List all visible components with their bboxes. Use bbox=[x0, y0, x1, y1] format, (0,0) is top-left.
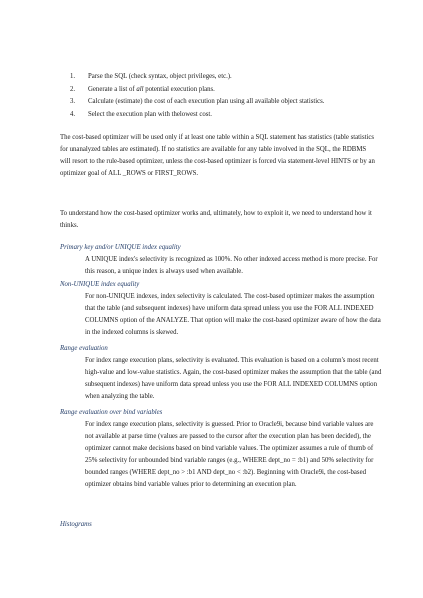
list-text: Select the execution plan with thelowest cost. bbox=[88, 110, 213, 118]
list-text: Parse the SQL (check syntax, object privileges, etc.). bbox=[88, 73, 232, 80]
list-number: 3. bbox=[70, 98, 76, 105]
list-number: 4. bbox=[70, 110, 76, 118]
list-item bbox=[70, 71, 324, 84]
list-text: Generate a list of all potential execution plans. bbox=[88, 85, 215, 93]
term-definition: For index range execution plans, selectivity is guessed. Prior to Oracle9i, because bind variable values are not available at parse time (values are passed to the cursor after the execution plan has been decided), the optimizer cannot make decisions based on bind variable values. The optimizer assumes a rule of thumb of 25% selectivity for unbounded bind variable ranges (e.g., WHERE dept_no = :b1) and 50% selectivity for bounded ranges (WHERE dept_no > :b1 AND dept_no < :b2). Beginning with Oracle9i, the cost-based optimizer obtains bind variable values prior to determining an execution plan. bbox=[85, 421, 374, 488]
term-definition: A UNIQUE index's selectivity is recognized as 100%. No other indexed access method is more precise. For this reason, a unique index is always used when available. bbox=[85, 256, 378, 275]
term-definition: For index range execution plans, selectivity is evaluated. This evaluation is based on a column's most recent high-value and low-value statistics. Again, the cost-based optimizer makes the assumption that the table (and subsequent indexes) have uniform data spread unless you use the FOR ALL INDEXED COLUMNS option when analyzing the table. bbox=[85, 357, 382, 400]
term-definition: For non-UNIQUE indexes, index selectivity is calculated. The cost-based optimizer makes the assumption that the table (and subsequent indexes) have uniform data spread unless you use the FOR ALL INDEXED COLUMNS option of the ANALYZE. That option will make the cost-based optimizer aware of how the data in the indexed columns is skewed. bbox=[85, 293, 381, 336]
term-heading: Non-UNIQUE index equality bbox=[60, 281, 140, 288]
term-heading: Histograms bbox=[60, 521, 92, 528]
term-heading: Range evaluation bbox=[60, 345, 108, 352]
list-item bbox=[70, 96, 324, 109]
list-text: Calculate (estimate) the cost of each execution plan using all available object statistics. bbox=[88, 98, 325, 105]
body-paragraph: The cost-based optimizer will be used only if at least one table within a SQL statement has statistics (table statistics for unanalyzed tables are estimated). If no statistics are available for any table involved in the SQL, the RDBMS will resort to the rule-based optimizer, unless the cost-based optimizer is forced via statement-level HINTS or by an optimizer goal of ALL _ROWS or FIRST_ROWS. bbox=[60, 134, 375, 177]
term-heading: Primary key and/or UNIQUE index equality bbox=[60, 244, 181, 251]
list-item bbox=[70, 84, 324, 97]
body-paragraph: To understand how the cost-based optimizer works and, ultimately, how to exploit it, we need to understand how it thinks. bbox=[60, 210, 372, 229]
list-number: 1. bbox=[70, 73, 76, 80]
emphasis-text: all bbox=[136, 85, 144, 93]
optimizer-steps-list bbox=[70, 71, 324, 121]
term-heading: Range evaluation over bind variables bbox=[60, 409, 163, 416]
list-number: 2. bbox=[70, 85, 76, 93]
list-item bbox=[70, 109, 324, 122]
